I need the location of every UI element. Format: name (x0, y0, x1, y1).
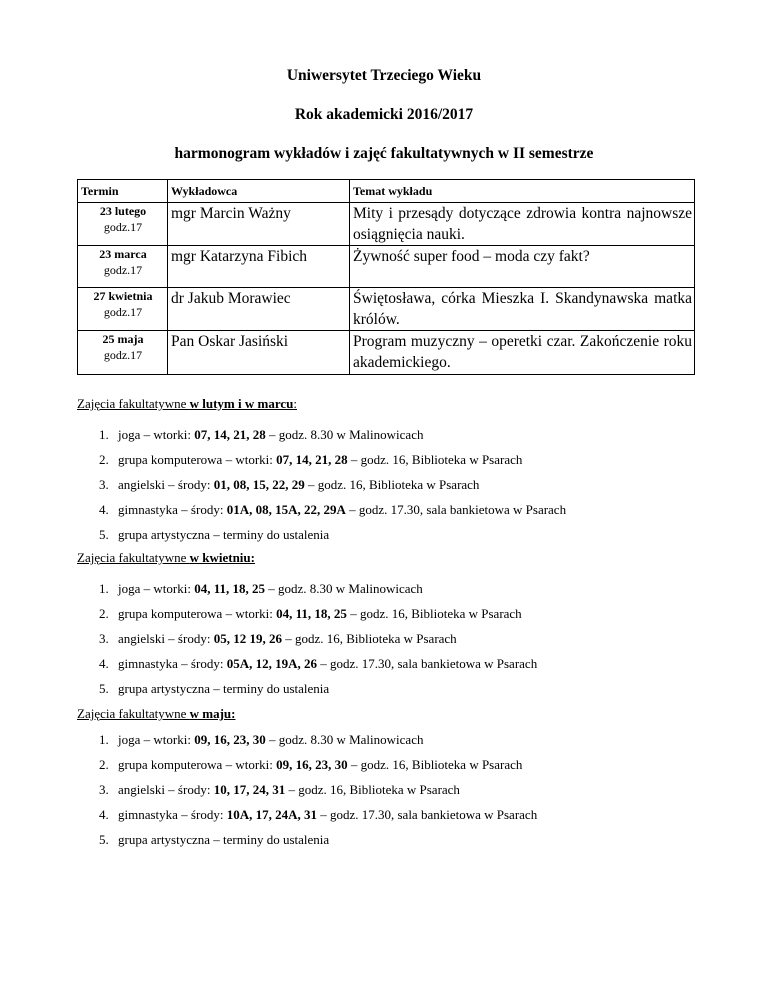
date: 23 marca (99, 247, 147, 261)
section-title-suffix: : (293, 396, 297, 411)
section-title-bold: w lutym i w marcu (189, 396, 294, 411)
item-number: 5. (99, 832, 109, 847)
schedule-title: harmonogram wykładów i zajęć fakultatywnych w II semestrze (174, 145, 594, 162)
item-text: gimnastyka – środy: (118, 502, 227, 517)
item-number: 2. (99, 452, 109, 467)
date: 25 maja (102, 332, 144, 346)
list-item (77, 502, 566, 527)
item-dates: 01, 08, 15, 22, 29 (213, 477, 305, 492)
item-details: – godz. 16, Biblioteka w Psarach (304, 477, 480, 492)
item-text: gimnastyka – środy: (118, 807, 227, 822)
lecturer-cell: Pan Oskar Jasiński (168, 331, 350, 375)
time: godz.17 (103, 305, 143, 319)
lecturer-cell: mgr Katarzyna Fibich (168, 246, 350, 288)
item-text: grupa artystyczna – terminy do ustalenia (118, 832, 330, 847)
item-number: 4. (99, 656, 109, 671)
list-item (77, 656, 537, 681)
item-text: joga – wtorki: (118, 732, 195, 747)
table-row (78, 203, 695, 246)
item-details: – godz. 17.30, sala bankietowa w Psarach (316, 807, 538, 822)
item-details: – godz. 17.30, sala bankietowa w Psarach (316, 656, 538, 671)
item-details: – godz. 16, Biblioteka w Psarach (285, 782, 460, 797)
item-dates: 07, 14, 21, 28 (194, 427, 266, 442)
list-item (77, 832, 537, 857)
activities-list-feb-mar (77, 427, 566, 552)
list-item (77, 782, 537, 807)
time: godz.17 (103, 220, 143, 234)
item-details: – godz. 8.30 w Malinowicach (264, 581, 423, 596)
list-item (77, 581, 537, 606)
item-number: 4. (99, 807, 109, 822)
section-title-may (77, 706, 235, 722)
section-title-prefix: Zajęcia fakultatywne (77, 706, 190, 721)
item-text: angielski – środy: (118, 782, 214, 797)
list-item (77, 427, 566, 452)
item-dates: 05, 12 19, 26 (213, 631, 282, 646)
list-item (77, 681, 537, 706)
item-text: grupa artystyczna – terminy do ustalenia (118, 681, 330, 696)
item-dates: 04, 11, 18, 25 (276, 606, 347, 621)
time: godz.17 (103, 263, 143, 277)
item-text: angielski – środy: (118, 477, 214, 492)
university-title: Uniwersytet Trzeciego Wieku (286, 67, 482, 84)
list-item (77, 477, 566, 502)
header-termin: Termin (78, 180, 168, 203)
section-title-feb-mar (77, 396, 297, 412)
lecturer-cell: mgr Marcin Ważny (168, 203, 350, 246)
time: godz.17 (103, 348, 143, 362)
item-text: joga – wtorki: (118, 427, 195, 442)
item-details: – godz. 16, Biblioteka w Psarach (281, 631, 457, 646)
topic-cell: Żywność super food – moda czy fakt? (350, 246, 695, 288)
item-dates: 04, 11, 18, 25 (194, 581, 265, 596)
table-row (78, 331, 695, 375)
item-details: – godz. 8.30 w Malinowicach (265, 732, 424, 747)
item-text: grupa komputerowa – wtorki: (118, 452, 277, 467)
item-number: 1. (99, 427, 109, 442)
table-header-row (78, 180, 695, 203)
list-item (77, 732, 537, 757)
item-details: – godz. 8.30 w Malinowicach (265, 427, 424, 442)
item-dates: 10, 17, 24, 31 (213, 782, 286, 797)
item-number: 5. (99, 681, 109, 696)
date: 23 lutego (99, 204, 147, 218)
section-title-bold: w maju: (189, 706, 236, 721)
activities-list-april (77, 581, 537, 706)
list-item (77, 606, 537, 631)
item-text: grupa komputerowa – wtorki: (118, 757, 277, 772)
lecturer-cell: dr Jakub Morawiec (168, 288, 350, 331)
topic-cell: Świętosława, córka Mieszka I. Skandynawska matka królów. (350, 288, 695, 331)
list-item (77, 631, 537, 656)
list-item (77, 757, 537, 782)
item-dates: 10A, 17, 24A, 31 (226, 807, 317, 822)
header-temat: Temat wykładu (350, 180, 695, 203)
item-dates: 09, 16, 23, 30 (194, 732, 266, 747)
item-details: – godz. 17.30, sala bankietowa w Psarach (345, 502, 567, 517)
section-title-prefix: Zajęcia fakultatywne (77, 550, 190, 565)
item-dates: 07, 14, 21, 28 (276, 452, 348, 467)
list-item (77, 452, 566, 477)
table-row (78, 246, 695, 288)
header-wykladowca: Wykładowca (168, 180, 350, 203)
item-number: 1. (99, 581, 109, 596)
item-number: 3. (99, 631, 109, 646)
lecture-schedule-table (77, 179, 695, 375)
item-dates: 01A, 08, 15A, 22, 29A (226, 502, 346, 517)
date-cell (78, 288, 168, 331)
date: 27 kwietnia (93, 289, 153, 303)
date-cell (78, 203, 168, 246)
list-item (77, 807, 537, 832)
item-dates: 05A, 12, 19A, 26 (226, 656, 317, 671)
date-cell (78, 246, 168, 288)
list-item (77, 527, 566, 552)
item-text: gimnastyka – środy: (118, 656, 227, 671)
item-number: 5. (99, 527, 109, 542)
activities-list-may (77, 732, 537, 857)
item-text: joga – wtorki: (118, 581, 195, 596)
item-details: – godz. 16, Biblioteka w Psarach (347, 452, 523, 467)
section-title-april (77, 550, 255, 566)
item-number: 1. (99, 732, 109, 747)
item-number: 4. (99, 502, 109, 517)
item-details: – godz. 16, Biblioteka w Psarach (346, 606, 522, 621)
section-title-prefix: Zajęcia fakultatywne (77, 396, 190, 411)
item-text: angielski – środy: (118, 631, 214, 646)
section-title-bold: w kwietniu: (189, 550, 255, 565)
item-number: 3. (99, 782, 109, 797)
item-number: 2. (99, 606, 109, 621)
academic-year: Rok akademicki 2016/2017 (294, 106, 474, 123)
item-number: 3. (99, 477, 109, 492)
item-number: 2. (99, 757, 109, 772)
item-dates: 09, 16, 23, 30 (276, 757, 348, 772)
topic-cell: Mity i przesądy dotyczące zdrowia kontra najnowsze osiągnięcia nauki. (350, 203, 695, 246)
table-row (78, 288, 695, 331)
item-details: – godz. 16, Biblioteka w Psarach (347, 757, 523, 772)
date-cell (78, 331, 168, 375)
item-text: grupa komputerowa – wtorki: (118, 606, 277, 621)
item-text: grupa artystyczna – terminy do ustalenia (118, 527, 330, 542)
topic-cell: Program muzyczny – operetki czar. Zakończenie roku akademickiego. (350, 331, 695, 375)
